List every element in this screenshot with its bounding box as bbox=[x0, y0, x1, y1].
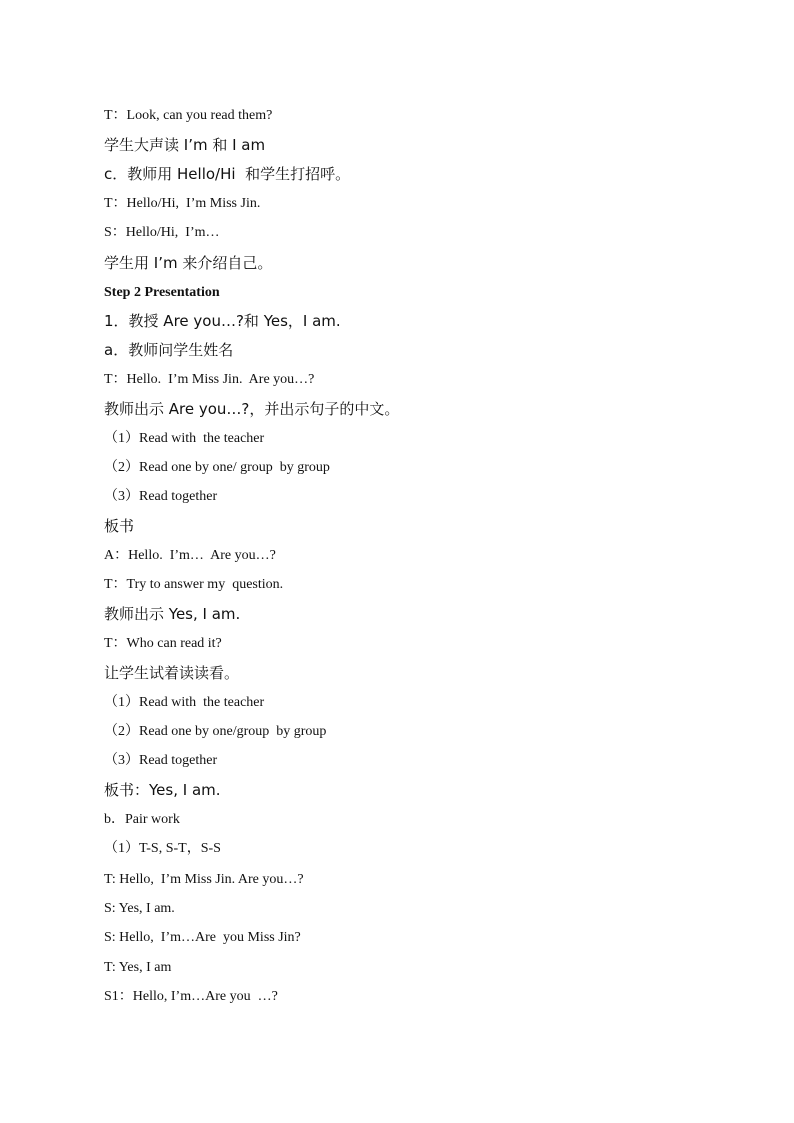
text-line: 学生大声读 I’m 和 I am bbox=[104, 136, 266, 154]
text-line: （1）T-S, S-T，S-S bbox=[104, 841, 221, 856]
text-line: 让学生试着读读看。 bbox=[104, 664, 240, 682]
text-line: T：Look, can you read them? bbox=[104, 108, 273, 123]
text-line: （3）Read together bbox=[104, 489, 218, 504]
text-line: b．Pair work bbox=[104, 812, 180, 827]
text-line: S: Yes, I am. bbox=[104, 901, 175, 916]
text-line: （1）Read with the teacher bbox=[104, 431, 265, 446]
text-line: T：Hello. I’m Miss Jin. Are you…? bbox=[104, 372, 315, 387]
text-line: （2）Read one by one/ group by group bbox=[104, 460, 330, 475]
text-line: 学生用 I’m 来介绍自己。 bbox=[104, 254, 273, 272]
text-line: 教师出示 Are you…?，并出示句子的中文。 bbox=[104, 400, 400, 418]
text-line: T：Try to answer my question. bbox=[104, 577, 284, 592]
text-line: 教师出示 Yes, I am. bbox=[104, 605, 241, 623]
text-line: 1．教授 Are you…?和 Yes，I am. bbox=[104, 312, 341, 330]
text-line: 板书：Yes, I am. bbox=[104, 781, 221, 799]
text-line: S: Hello, I’m…Are you Miss Jin? bbox=[104, 930, 301, 945]
text-line: T: Hello, I’m Miss Jin. Are you…? bbox=[104, 872, 304, 887]
text-line: （2）Read one by one/group by group bbox=[104, 724, 327, 739]
text-line: （1）Read with the teacher bbox=[104, 695, 265, 710]
text-line: T：Hello/Hi, I’m Miss Jin. bbox=[104, 196, 261, 211]
text-line: T：Who can read it? bbox=[104, 636, 222, 651]
text-line: S1：Hello, I’m…Are you …? bbox=[104, 989, 278, 1004]
text-line: （3）Read together bbox=[104, 753, 218, 768]
text-line: 板书 bbox=[104, 517, 135, 535]
text-line: c．教师用 Hello/Hi 和学生打招呼。 bbox=[104, 165, 351, 183]
text-line: T: Yes, I am bbox=[104, 960, 172, 975]
text-line: S：Hello/Hi, I’m… bbox=[104, 225, 220, 240]
text-line: a．教师问学生姓名 bbox=[104, 341, 234, 359]
section-heading: Step 2 Presentation bbox=[104, 285, 220, 300]
text-line: A：Hello. I’m… Are you…? bbox=[104, 548, 276, 563]
